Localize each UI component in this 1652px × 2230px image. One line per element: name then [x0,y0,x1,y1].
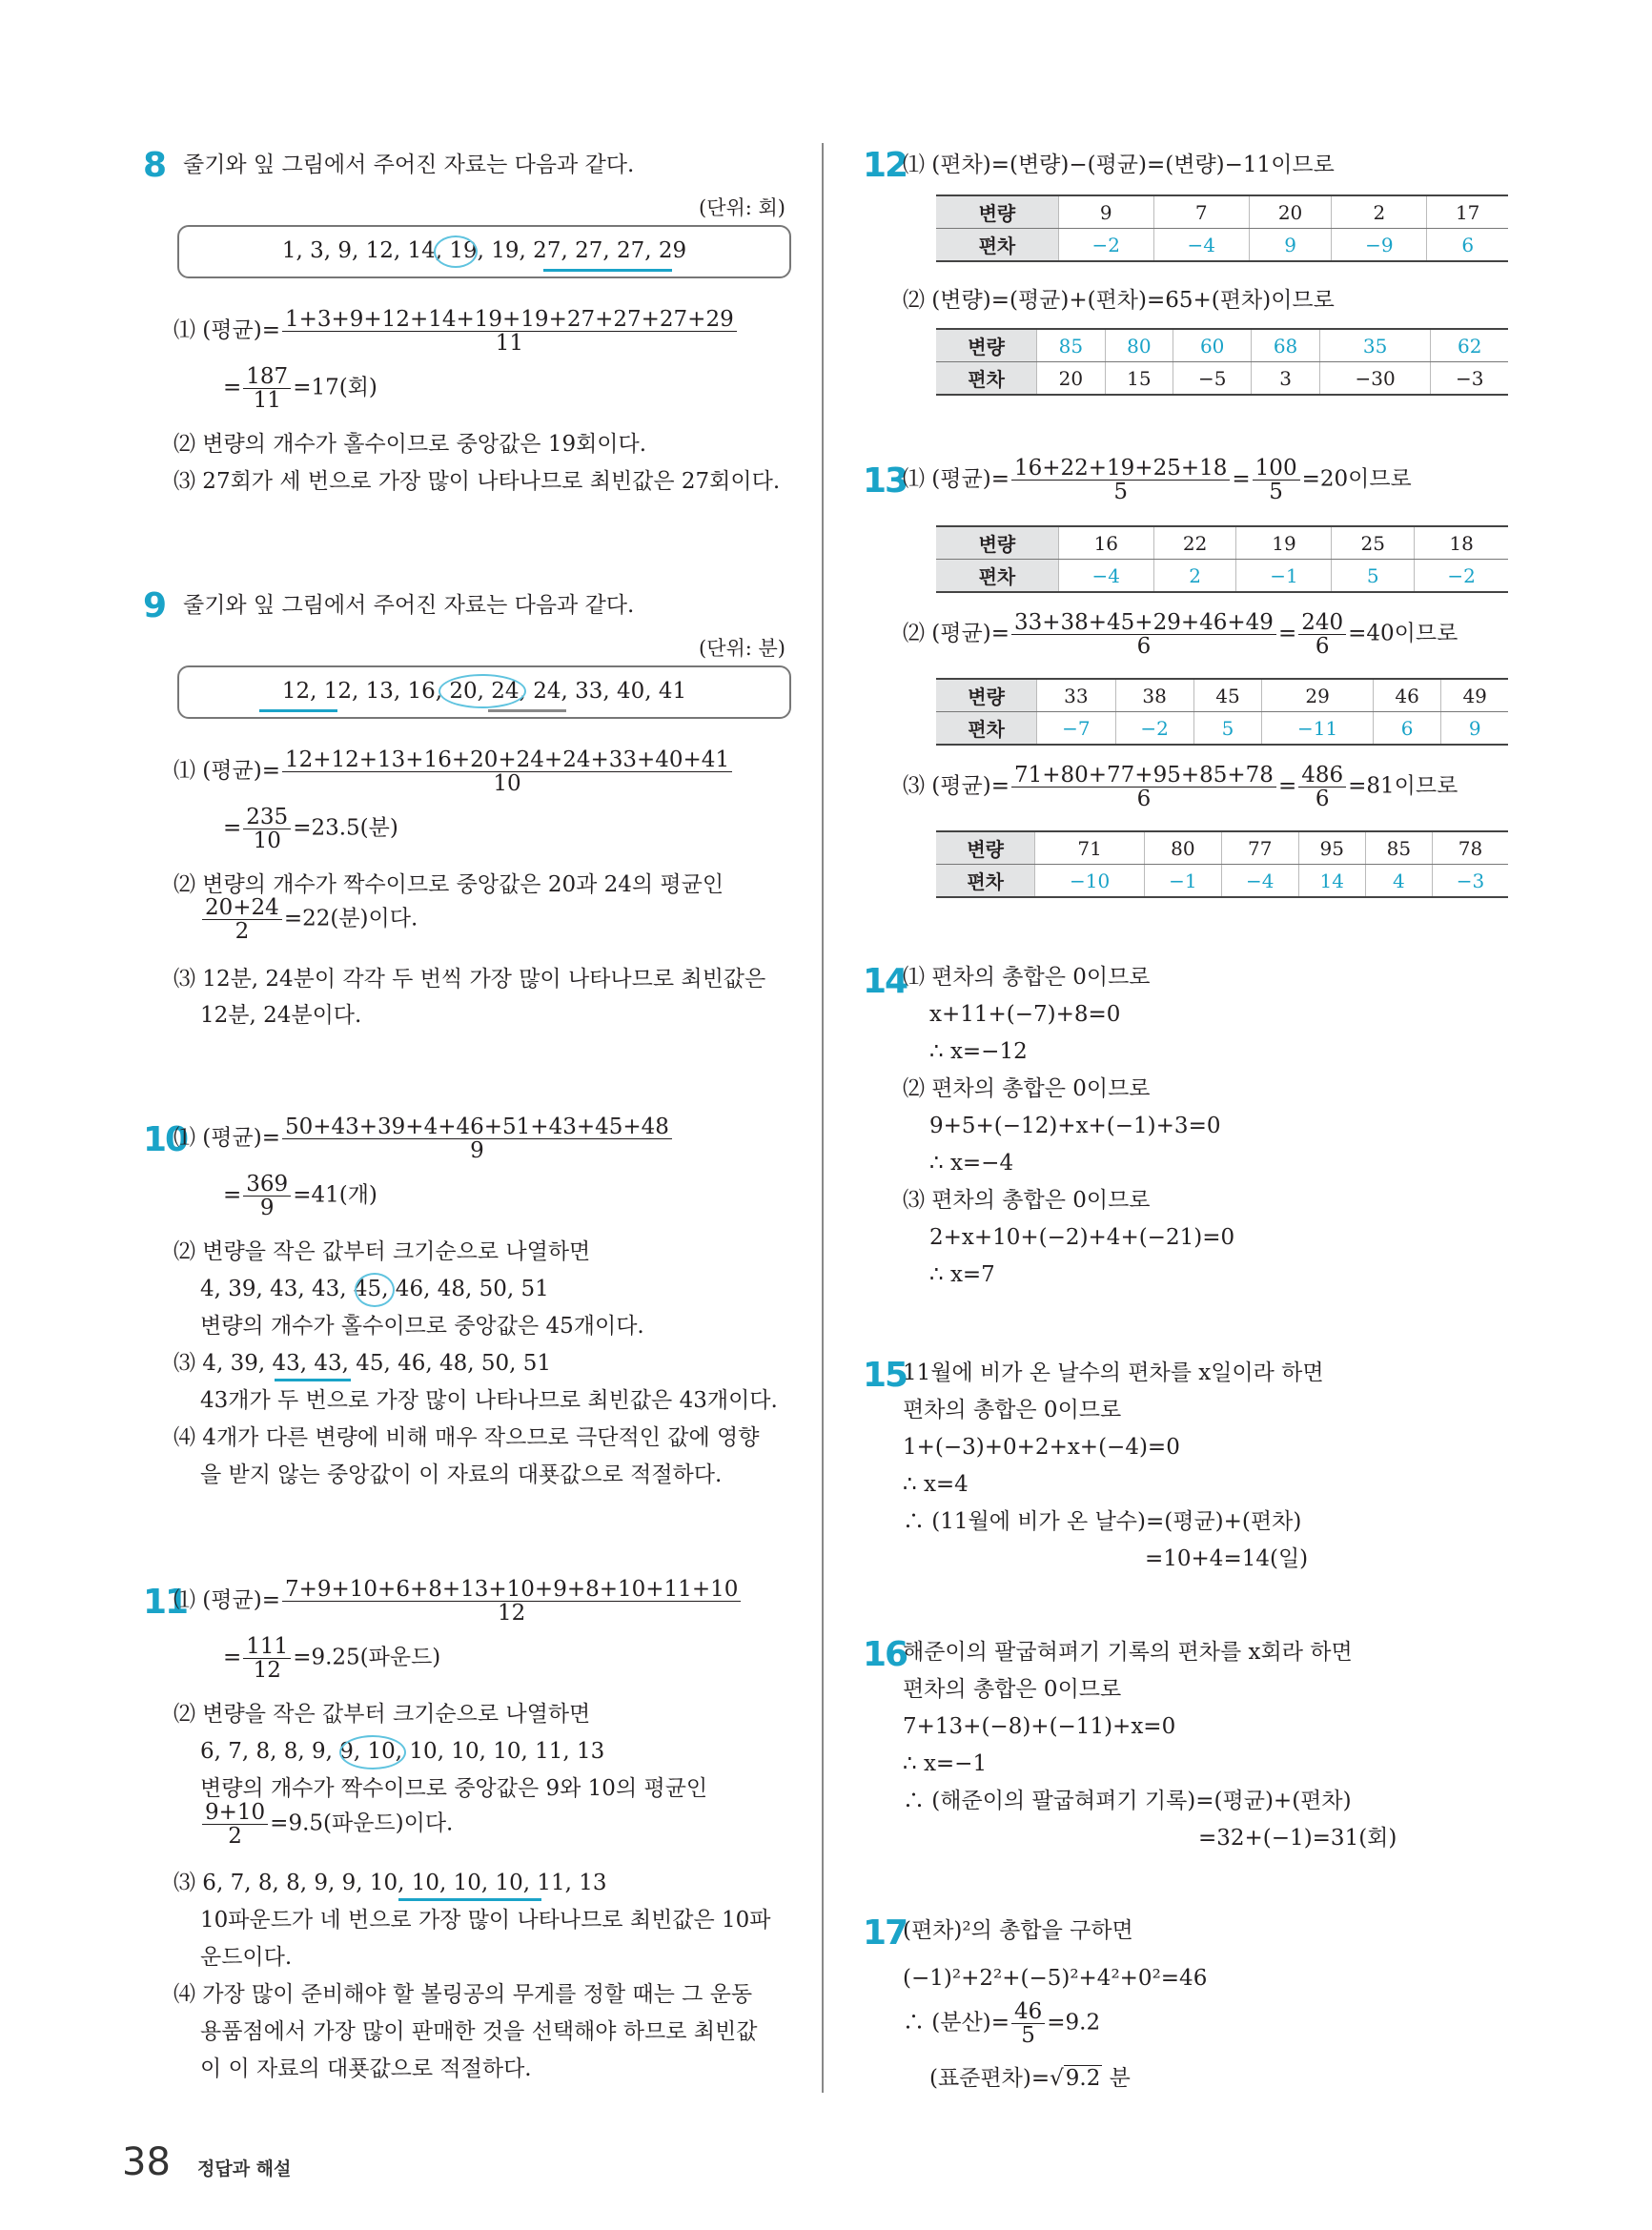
text-line: ⑶ 편차의 총합은 0이므로 [903,1188,1151,1213]
sorted-values: 6, 7, 8, 8, 9, 9, 10, 10, 10, 10, 11, 13 [200,1739,605,1764]
equation-line: x+11+(−7)+8=0 [929,1002,1121,1027]
table-cell: −4 [1221,865,1298,898]
mode-underline-mark-2 [488,709,566,712]
result-line: =32+(−1)=31(회) [1198,1826,1397,1851]
problem-number: 17 [863,1913,908,1953]
mean-formula: ⑴ (평균)= $\frac{12+12+13+16+20+24+24+33+40+41}{10}$ [173,748,734,795]
data-values: 1, 3, 9, 12, 14, 19, 19, 27, 27, 27, 29 [281,238,687,263]
solution-line: ∴ x=−12 [929,1039,1028,1064]
table-cell: 6 [1373,712,1440,746]
mean-formula: ⑴ (평균)= $\frac{7+9+10+6+8+13+10+9+8+10+11+10}{12}$ [173,1578,743,1625]
median-text: ⑵ 변량의 개수가 짝수이므로 중앙값은 20과 24의 평균인 [173,872,724,897]
page-number: 38 [122,2140,171,2184]
data-box [177,225,791,278]
median-text: 변량의 개수가 짝수이므로 중앙값은 9와 10의 평균인 [200,1776,708,1801]
representative-text-2: 용품점에서 가장 많이 판매한 것을 선택해야 하므로 최빈값 [200,2019,758,2044]
table-cell: 35 [1319,329,1431,362]
deviation-table-2 [936,328,1508,396]
problem-11 [143,1577,791,2083]
problem-number: 9 [143,586,166,625]
table-cell: 25 [1332,526,1415,560]
page-label: 정답과 해설 [197,2158,292,2179]
table-cell: −3 [1432,865,1508,898]
table-cell: −1 [1236,560,1332,593]
table-cell: −4 [1058,560,1153,593]
table-header: 편차 [936,712,1037,746]
table-cell: 33 [1037,679,1115,712]
solution-line: ∴ x=−1 [903,1751,988,1776]
table-cell: 20 [1037,362,1105,396]
table-cell: 62 [1431,329,1508,362]
table-cell: −5 [1173,362,1252,396]
table-cell: 80 [1105,329,1173,362]
deviation-table-1 [936,525,1508,593]
data-values: 12, 12, 13, 16, 20, 24, 24, 33, 40, 41 [281,679,687,704]
table-cell: −4 [1153,229,1249,262]
equation-line: 9+5+(−12)+x+(−1)+3=0 [929,1114,1221,1138]
solution-line: ∴ x=4 [903,1472,969,1497]
table-header: 변량 [936,329,1037,362]
problem-intro: 줄기와 잎 그림에서 주어진 자료는 다음과 같다. [183,153,635,177]
table-cell: 77 [1221,831,1298,865]
text-line: 편차의 총합은 0이므로 [903,1677,1122,1702]
problem-14 [863,963,1511,1306]
table-header: 편차 [936,560,1058,593]
mode-values: ⑶ 4, 39, 43, 43, 45, 46, 48, 50, 51 [173,1351,552,1376]
text-line: 편차의 총합은 0이므로 [903,1398,1122,1422]
equation-line: 1+(−3)+0+2+x+(−4)=0 [903,1435,1180,1460]
text-line: 11월에 비가 온 날수의 편차를 x일이라 하면 [903,1361,1324,1385]
mode-text: 43개가 두 번으로 가장 많이 나타나므로 최빈값은 43개이다. [200,1388,778,1413]
mode-text-2: 운드이다. [200,1945,293,1970]
problem-number: 14 [863,962,908,1001]
problem-16 [863,1635,1511,1867]
equation-line: 7+13+(−8)+(−11)+x=0 [903,1714,1176,1739]
unit-label: (단위: 분) [699,637,785,660]
variate-formula: ⑵ (변량)=(평균)+(편차)=65+(편차)이므로 [903,288,1335,313]
mean-formula-3: ⑶ (평균)= $\frac{71+80+77+95+85+78}{6}$ = $\frac{486}{6}$ =81이므로 [903,763,1458,811]
table-cell: 18 [1415,526,1508,560]
mode-underline-mark [259,709,337,712]
solution-line: ∴ x=−4 [929,1151,1014,1176]
table-header: 편차 [936,229,1058,262]
deviation-formula: ⑴ (편차)=(변량)−(평균)=(변량)−11이므로 [903,153,1335,177]
result-line: =10+4=14(일) [1145,1546,1309,1571]
problem-intro: 줄기와 잎 그림에서 주어진 자료는 다음과 같다. [183,593,635,618]
table-cell: 85 [1365,831,1432,865]
table-cell: −11 [1262,712,1374,746]
median-circle-mark [434,235,478,268]
table-cell: 4 [1365,865,1432,898]
problem-number: 16 [863,1635,908,1674]
median-text: ⑵ 변량의 개수가 홀수이므로 중앙값은 19회이다. [173,432,647,457]
table-header: 변량 [936,679,1037,712]
mode-text: 10파운드가 네 번으로 가장 많이 나타나므로 최빈값은 10파 [200,1908,771,1933]
median-circle-mark [355,1273,395,1307]
problem-number: 13 [863,461,908,501]
median-result: $\frac{20+24}{2}$ =22(분)이다. [200,896,418,943]
problem-8 [143,146,791,494]
sort-text: ⑵ 변량을 작은 값부터 크기순으로 나열하면 [173,1239,591,1264]
problem-number: 11 [143,1583,188,1622]
problem-number: 12 [863,146,908,185]
deviation-table-1 [936,194,1508,262]
solution-line: ∴ x=7 [929,1262,995,1287]
mode-values: ⑶ 6, 7, 8, 8, 9, 9, 10, 10, 10, 10, 11, 13 [173,1871,607,1895]
representative-text: ⑷ 4개가 다른 변량에 비해 매우 작으므로 극단적인 값에 영향 [173,1425,760,1450]
table-header: 변량 [936,195,1058,229]
table-cell: −9 [1332,229,1427,262]
deviation-table-2 [936,678,1508,746]
table-cell: 29 [1262,679,1374,712]
table-cell: 3 [1252,362,1319,396]
mode-text: ⑶ 27회가 세 번으로 가장 많이 나타나므로 최빈값은 27회이다. [173,469,781,494]
problem-number: 15 [863,1356,908,1395]
table-cell: 38 [1115,679,1193,712]
table-cell: 16 [1058,526,1153,560]
table-cell: −3 [1431,362,1508,396]
table-cell: 15 [1105,362,1173,396]
table-cell: 80 [1144,831,1221,865]
mean-result: = $\frac{369}{9}$ =41(개) [223,1172,377,1220]
table-cell: 46 [1373,679,1440,712]
median-text: 변량의 개수가 홀수이므로 중앙값은 45개이다. [200,1314,644,1339]
std-dev-line: (표준편차)=√9.2 분 [929,2066,1131,2091]
table-cell: 9 [1249,229,1332,262]
table-cell: 9 [1058,195,1153,229]
equation-line: (−1)²+2²+(−5)²+4²+0²=46 [903,1966,1208,1991]
table-cell: 9 [1441,712,1508,746]
text-line: (편차)²의 총합을 구하면 [903,1918,1133,1943]
table-cell: 71 [1035,831,1145,865]
problem-15 [863,1356,1511,1587]
mode-text: ⑶ 12분, 24분이 각각 두 번씩 가장 많이 나타나므로 최빈값은 [173,967,766,992]
table-cell: 20 [1249,195,1332,229]
conclusion-line: ∴ (11월에 비가 온 날수)=(평균)+(편차) [903,1509,1302,1534]
mean-result: = $\frac{187}{11}$ =17(회) [223,364,377,413]
table-cell: 45 [1193,679,1261,712]
table-cell: 68 [1252,329,1319,362]
table-cell: −2 [1058,229,1153,262]
mode-underline-mark [398,1898,541,1901]
mean-formula: ⑴ (평균)= $\frac{1+3+9+12+14+19+19+27+27+27+29}{11}$ [173,308,739,355]
table-cell: −2 [1415,560,1508,593]
table-cell: 22 [1153,526,1236,560]
table-cell: 17 [1427,195,1508,229]
table-header: 변량 [936,831,1035,865]
deviation-table-3 [936,830,1508,898]
mean-result: = $\frac{111}{12}$ =9.25(파운드) [223,1634,441,1683]
variance-line: ∴ (분산)= $\frac{46}{5}$ =9.2 [903,1999,1101,2048]
table-cell: −7 [1037,712,1115,746]
text-line: ⑴ 편차의 총합은 0이므로 [903,965,1151,990]
mean-formula-1: ⑴ (평균)= $\frac{16+22+19+25+18}{5}$ = $\frac{100}{5}$ =20이므로 [903,456,1412,504]
representative-text: ⑷ 가장 많이 준비해야 할 볼링공의 무게를 정할 때는 그 운동 [173,1982,753,2007]
problem-10 [143,1115,791,1487]
sort-text: ⑵ 변량을 작은 값부터 크기순으로 나열하면 [173,1702,591,1727]
text-line: 해준이의 팔굽혀펴기 기록의 편차를 x회라 하면 [903,1640,1353,1665]
problem-number: 8 [143,146,166,185]
mean-formula-2: ⑵ (평균)= $\frac{33+38+45+29+46+49}{6}$ = $\frac{240}{6}$ =40이므로 [903,610,1458,659]
text-line: ⑵ 편차의 총합은 0이므로 [903,1076,1151,1101]
problem-9 [143,586,791,1028]
mode-underline-mark [543,269,672,272]
table-cell: 85 [1037,329,1105,362]
conclusion-line: ∴ (해준이의 팔굽혀펴기 기록)=(평균)+(편차) [903,1789,1352,1813]
table-cell: 60 [1173,329,1252,362]
equation-line: 2+x+10+(−2)+4+(−21)=0 [929,1225,1235,1250]
problem-17 [863,1913,1511,2107]
table-cell: 6 [1427,229,1508,262]
unit-label: (단위: 회) [699,196,785,219]
mean-result: = $\frac{235}{10}$ =23.5(분) [223,805,398,853]
problem-13 [863,456,1511,1034]
representative-text-3: 이 이 자료의 대푯값으로 적절하다. [200,2056,532,2081]
table-cell: 78 [1432,831,1508,865]
mode-text-2: 12분, 24분이다. [200,1003,362,1028]
table-cell: −2 [1115,712,1193,746]
table-cell: 5 [1193,712,1261,746]
mean-formula: ⑴ (평균)= $\frac{50+43+39+4+46+51+43+45+48}{9}$ [173,1115,674,1162]
table-cell: 2 [1332,195,1427,229]
median-circle-mark [438,674,526,708]
column-divider [822,143,824,2093]
problem-number: 10 [143,1120,188,1159]
median-circle-mark [339,1735,406,1770]
table-cell: 95 [1298,831,1365,865]
table-cell: −10 [1035,865,1145,898]
sorted-values: 4, 39, 43, 43, 45, 46, 48, 50, 51 [200,1277,549,1301]
table-header: 편차 [936,865,1035,898]
mode-underline-mark [275,1379,351,1381]
table-cell: 2 [1153,560,1236,593]
table-header: 편차 [936,362,1037,396]
table-cell: 5 [1332,560,1415,593]
table-cell: 7 [1153,195,1249,229]
table-cell: 19 [1236,526,1332,560]
table-cell: 14 [1298,865,1365,898]
table-cell: −1 [1144,865,1221,898]
table-cell: 49 [1441,679,1508,712]
representative-text-2: 을 받지 않는 중앙값이 이 자료의 대푯값으로 적절하다. [200,1463,723,1487]
median-result: $\frac{9+10}{2}$ =9.5(파운드)이다. [200,1801,453,1848]
table-cell: −30 [1319,362,1431,396]
table-header: 변량 [936,526,1058,560]
